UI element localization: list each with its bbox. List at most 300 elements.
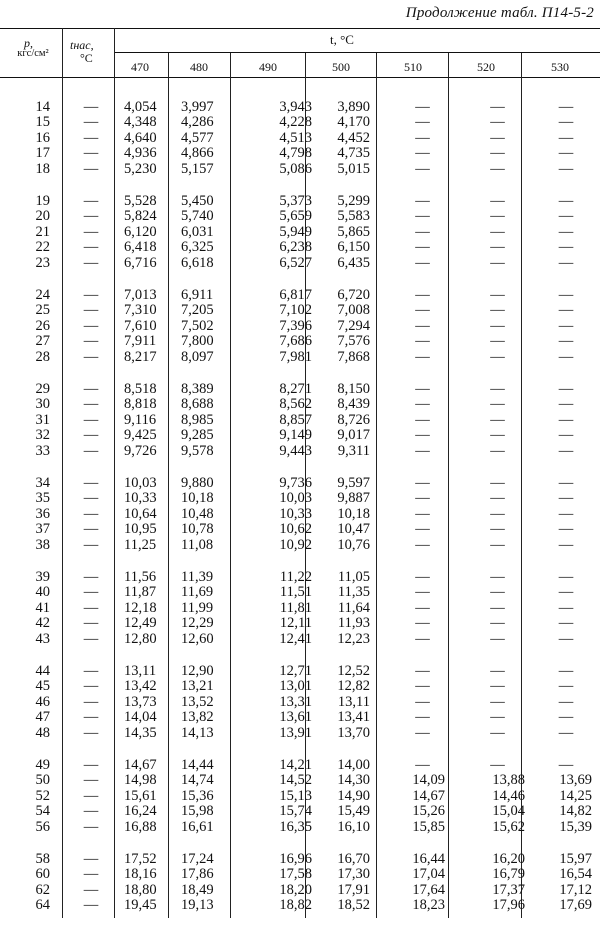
- value-cell: —: [558, 333, 574, 349]
- value-cell: —: [415, 757, 430, 773]
- value-cell: —: [490, 302, 505, 318]
- value-cell: —: [415, 725, 430, 741]
- value-cell: 12,52: [337, 663, 370, 679]
- value-cell: —: [415, 506, 430, 522]
- value-cell: 6,031: [181, 224, 214, 240]
- value-cell: 18,16: [124, 866, 157, 882]
- value-cell: —: [490, 349, 505, 365]
- table-row: [0, 490, 600, 506]
- value-cell: 12,11: [279, 615, 312, 631]
- value-cell: 9,880: [181, 475, 214, 491]
- value-cell: 16,24: [124, 803, 157, 819]
- value-cell: 10,33: [124, 490, 157, 506]
- value-cell: 13,41: [337, 709, 370, 725]
- value-cell: 11,56: [124, 569, 157, 585]
- value-cell: 15,13: [279, 788, 312, 804]
- value-cell: 15,74: [279, 803, 312, 819]
- value-cell: —: [558, 600, 574, 616]
- value-cell: 4,936: [124, 145, 157, 161]
- value-cell: 9,736: [279, 475, 312, 491]
- value-cell: 13,31: [279, 694, 312, 710]
- table-row: [0, 412, 600, 428]
- table-row: [0, 678, 600, 694]
- saturation-temp-dash: —: [83, 882, 99, 898]
- table-row: [0, 506, 600, 522]
- value-cell: 17,58: [279, 866, 312, 882]
- table-row: [0, 208, 600, 224]
- table-row: [0, 333, 600, 349]
- value-cell: 12,90: [181, 663, 214, 679]
- value-cell: 3,943: [279, 99, 312, 115]
- value-cell: 9,443: [279, 443, 312, 459]
- data-table: [0, 28, 600, 918]
- value-cell: —: [490, 396, 505, 412]
- value-cell: 17,37: [492, 882, 525, 898]
- pressure-value: 54: [35, 803, 50, 819]
- value-cell: 14,30: [337, 772, 370, 788]
- value-cell: 19,45: [124, 897, 157, 913]
- value-cell: —: [415, 145, 430, 161]
- value-cell: 6,527: [279, 255, 312, 271]
- pressure-value: 27: [35, 333, 50, 349]
- value-cell: 8,562: [279, 396, 312, 412]
- value-cell: 5,865: [337, 224, 370, 240]
- pressure-value: 32: [35, 427, 50, 443]
- value-cell: —: [415, 427, 430, 443]
- pressure-value: 64: [35, 897, 50, 913]
- value-cell: —: [490, 130, 505, 146]
- value-cell: 14,21: [279, 757, 312, 773]
- value-cell: —: [558, 569, 574, 585]
- value-cell: 7,502: [181, 318, 214, 334]
- value-cell: —: [490, 114, 505, 130]
- temp-header-rule: [114, 52, 600, 53]
- value-cell: 4,735: [337, 145, 370, 161]
- table-row: [0, 239, 600, 255]
- value-cell: —: [558, 615, 574, 631]
- value-cell: —: [490, 412, 505, 428]
- value-cell: 15,98: [181, 803, 214, 819]
- value-cell: —: [415, 349, 430, 365]
- saturation-temp-label: tнас,: [70, 38, 94, 52]
- value-cell: 10,47: [337, 521, 370, 537]
- value-cell: 15,62: [492, 819, 525, 835]
- value-cell: 9,017: [337, 427, 370, 443]
- saturation-temp-dash: —: [83, 506, 99, 522]
- value-cell: —: [415, 412, 430, 428]
- value-cell: 10,78: [181, 521, 214, 537]
- value-cell: —: [490, 757, 505, 773]
- value-cell: 11,35: [337, 584, 370, 600]
- saturation-temp-dash: —: [83, 427, 99, 443]
- value-cell: 4,170: [337, 114, 370, 130]
- value-cell: 11,51: [279, 584, 312, 600]
- value-cell: 5,157: [181, 161, 214, 177]
- value-cell: 8,726: [337, 412, 370, 428]
- pressure-value: 47: [35, 709, 50, 725]
- value-cell: 4,286: [181, 114, 214, 130]
- value-cell: 18,49: [181, 882, 214, 898]
- value-cell: 11,87: [124, 584, 157, 600]
- value-cell: —: [415, 490, 430, 506]
- value-cell: 13,01: [279, 678, 312, 694]
- pressure-value: 23: [35, 255, 50, 271]
- value-cell: 17,96: [492, 897, 525, 913]
- value-cell: 7,013: [124, 287, 157, 303]
- value-cell: 7,610: [124, 318, 157, 334]
- saturation-temp-dash: —: [83, 99, 99, 115]
- saturation-temp-dash: —: [83, 193, 99, 209]
- value-cell: 10,03: [279, 490, 312, 506]
- value-cell: —: [558, 114, 574, 130]
- value-cell: —: [558, 694, 574, 710]
- saturation-temp-dash: —: [83, 866, 99, 882]
- table-row: [0, 114, 600, 130]
- value-cell: —: [558, 193, 574, 209]
- value-cell: —: [415, 443, 430, 459]
- value-cell: —: [558, 381, 574, 397]
- value-cell: 4,513: [279, 130, 312, 146]
- value-cell: 14,00: [337, 757, 370, 773]
- value-cell: 9,578: [181, 443, 214, 459]
- value-cell: —: [490, 287, 505, 303]
- value-cell: 17,12: [559, 882, 592, 898]
- value-cell: 9,311: [337, 443, 370, 459]
- value-cell: —: [415, 130, 430, 146]
- table-row: [0, 224, 600, 240]
- value-cell: 6,618: [181, 255, 214, 271]
- saturation-temp-unit: °C: [80, 51, 93, 65]
- value-cell: 7,686: [279, 333, 312, 349]
- pressure-value: 43: [35, 631, 50, 647]
- value-cell: 12,23: [337, 631, 370, 647]
- temp-col-520: 520: [477, 60, 495, 74]
- value-cell: —: [415, 239, 430, 255]
- value-cell: 12,82: [337, 678, 370, 694]
- value-cell: 15,26: [412, 803, 445, 819]
- value-cell: 15,85: [412, 819, 445, 835]
- value-cell: 14,82: [559, 803, 592, 819]
- value-cell: —: [558, 255, 574, 271]
- value-cell: 5,230: [124, 161, 157, 177]
- table-row: [0, 600, 600, 616]
- value-cell: 16,44: [412, 851, 445, 867]
- pressure-value: 35: [35, 490, 50, 506]
- table-row: [0, 427, 600, 443]
- value-cell: —: [490, 631, 505, 647]
- saturation-temp-dash: —: [83, 318, 99, 334]
- temp-col-530: 530: [551, 60, 569, 74]
- value-cell: —: [558, 130, 574, 146]
- value-cell: —: [415, 569, 430, 585]
- value-cell: 18,82: [279, 897, 312, 913]
- value-cell: 12,18: [124, 600, 157, 616]
- value-cell: 13,82: [181, 709, 214, 725]
- value-cell: 14,13: [181, 725, 214, 741]
- table-row: [0, 694, 600, 710]
- table-row: [0, 709, 600, 725]
- value-cell: 10,18: [337, 506, 370, 522]
- pressure-value: 14: [35, 99, 50, 115]
- value-cell: —: [558, 631, 574, 647]
- table-row: [0, 193, 600, 209]
- value-cell: —: [415, 302, 430, 318]
- value-cell: 5,949: [279, 224, 312, 240]
- pressure-value: 56: [35, 819, 50, 835]
- value-cell: —: [415, 663, 430, 679]
- value-cell: —: [490, 725, 505, 741]
- value-cell: 16,20: [492, 851, 525, 867]
- saturation-temp-dash: —: [83, 615, 99, 631]
- value-cell: —: [415, 396, 430, 412]
- temp-col-510: 510: [404, 60, 422, 74]
- value-cell: 17,91: [337, 882, 370, 898]
- value-cell: 18,52: [337, 897, 370, 913]
- value-cell: 5,659: [279, 208, 312, 224]
- value-cell: —: [415, 381, 430, 397]
- value-cell: 6,716: [124, 255, 157, 271]
- value-cell: 4,348: [124, 114, 157, 130]
- saturation-temp-dash: —: [83, 788, 99, 804]
- value-cell: 6,325: [181, 239, 214, 255]
- table-row: [0, 866, 600, 882]
- value-cell: 11,08: [181, 537, 214, 553]
- saturation-temp-dash: —: [83, 349, 99, 365]
- value-cell: 8,097: [181, 349, 214, 365]
- value-cell: —: [415, 678, 430, 694]
- value-cell: 16,79: [492, 866, 525, 882]
- value-cell: 7,800: [181, 333, 214, 349]
- pressure-value: 39: [35, 569, 50, 585]
- saturation-temp-dash: —: [83, 631, 99, 647]
- pressure-value: 36: [35, 506, 50, 522]
- value-cell: 11,25: [124, 537, 157, 553]
- value-cell: 9,726: [124, 443, 157, 459]
- value-cell: —: [490, 333, 505, 349]
- value-cell: 4,452: [337, 130, 370, 146]
- saturation-temp-dash: —: [83, 443, 99, 459]
- value-cell: 5,015: [337, 161, 370, 177]
- value-cell: 6,120: [124, 224, 157, 240]
- saturation-temp-dash: —: [83, 772, 99, 788]
- value-cell: 18,80: [124, 882, 157, 898]
- table-row: [0, 302, 600, 318]
- saturation-temp-dash: —: [83, 803, 99, 819]
- value-cell: —: [558, 318, 574, 334]
- value-cell: 17,04: [412, 866, 445, 882]
- value-cell: 7,396: [279, 318, 312, 334]
- value-cell: 4,866: [181, 145, 214, 161]
- value-cell: —: [490, 569, 505, 585]
- pressure-value: 58: [35, 851, 50, 867]
- temp-col-480: 480: [190, 60, 208, 74]
- value-cell: —: [558, 145, 574, 161]
- value-cell: 18,23: [412, 897, 445, 913]
- value-cell: —: [558, 99, 574, 115]
- value-cell: 14,67: [124, 757, 157, 773]
- saturation-temp-dash: —: [83, 381, 99, 397]
- value-cell: 4,798: [279, 145, 312, 161]
- pressure-value: 46: [35, 694, 50, 710]
- value-cell: —: [490, 537, 505, 553]
- saturation-temp-dash: —: [83, 521, 99, 537]
- pressure-value: 21: [35, 224, 50, 240]
- value-cell: 17,69: [559, 897, 592, 913]
- table-row: [0, 130, 600, 146]
- value-cell: —: [558, 537, 574, 553]
- value-cell: —: [415, 161, 430, 177]
- table-row: [0, 615, 600, 631]
- saturation-temp-dash: —: [83, 396, 99, 412]
- value-cell: 10,18: [181, 490, 214, 506]
- saturation-temp-dash: —: [83, 757, 99, 773]
- value-cell: 5,740: [181, 208, 214, 224]
- temperature-label: t, °C: [330, 32, 354, 47]
- value-cell: 14,67: [412, 788, 445, 804]
- value-cell: 15,39: [559, 819, 592, 835]
- value-cell: 9,285: [181, 427, 214, 443]
- value-cell: 9,887: [337, 490, 370, 506]
- value-cell: 11,39: [181, 569, 214, 585]
- value-cell: 5,583: [337, 208, 370, 224]
- value-cell: 9,116: [124, 412, 157, 428]
- value-cell: —: [490, 694, 505, 710]
- value-cell: 6,238: [279, 239, 312, 255]
- value-cell: 6,418: [124, 239, 157, 255]
- value-cell: 7,868: [337, 349, 370, 365]
- value-cell: —: [558, 725, 574, 741]
- value-cell: 19,13: [181, 897, 214, 913]
- pressure-value: 44: [35, 663, 50, 679]
- value-cell: —: [415, 709, 430, 725]
- saturation-temp-dash: —: [83, 819, 99, 835]
- value-cell: 16,35: [279, 819, 312, 835]
- value-cell: —: [558, 584, 574, 600]
- pressure-value: 37: [35, 521, 50, 537]
- value-cell: —: [415, 224, 430, 240]
- value-cell: —: [558, 506, 574, 522]
- saturation-temp-dash: —: [83, 725, 99, 741]
- value-cell: 13,42: [124, 678, 157, 694]
- table-row: [0, 772, 600, 788]
- value-cell: 10,03: [124, 475, 157, 491]
- value-cell: 13,73: [124, 694, 157, 710]
- value-cell: 5,528: [124, 193, 157, 209]
- table-row: [0, 521, 600, 537]
- value-cell: 13,91: [279, 725, 312, 741]
- table-caption: Продолжение табл. П14-5-2: [405, 5, 594, 21]
- pressure-value: 40: [35, 584, 50, 600]
- value-cell: —: [490, 239, 505, 255]
- value-cell: 8,985: [181, 412, 214, 428]
- value-cell: 13,52: [181, 694, 214, 710]
- table-row: [0, 381, 600, 397]
- value-cell: 9,597: [337, 475, 370, 491]
- value-cell: 14,90: [337, 788, 370, 804]
- value-cell: 11,69: [181, 584, 214, 600]
- value-cell: 13,88: [492, 772, 525, 788]
- value-cell: 9,149: [279, 427, 312, 443]
- value-cell: 6,817: [279, 287, 312, 303]
- value-cell: 15,36: [181, 788, 214, 804]
- value-cell: 7,981: [279, 349, 312, 365]
- saturation-temp-dash: —: [83, 224, 99, 240]
- value-cell: 13,69: [559, 772, 592, 788]
- value-cell: 7,310: [124, 302, 157, 318]
- saturation-temp-dash: —: [83, 145, 99, 161]
- pressure-value: 15: [35, 114, 50, 130]
- value-cell: —: [558, 302, 574, 318]
- value-cell: 4,640: [124, 130, 157, 146]
- value-cell: 10,33: [279, 506, 312, 522]
- pressure-label: p,: [24, 36, 33, 50]
- temp-col-470: 470: [131, 60, 149, 74]
- saturation-temp-dash: —: [83, 302, 99, 318]
- value-cell: 10,95: [124, 521, 157, 537]
- value-cell: —: [415, 318, 430, 334]
- value-cell: 9,425: [124, 427, 157, 443]
- header-bottom-rule: [0, 77, 600, 78]
- value-cell: 6,435: [337, 255, 370, 271]
- value-cell: —: [558, 757, 574, 773]
- value-cell: 6,911: [181, 287, 214, 303]
- value-cell: 17,52: [124, 851, 157, 867]
- value-cell: 8,150: [337, 381, 370, 397]
- table-row: [0, 757, 600, 773]
- pressure-value: 16: [35, 130, 50, 146]
- pressure-value: 17: [35, 145, 50, 161]
- value-cell: —: [490, 427, 505, 443]
- value-cell: 12,29: [181, 615, 214, 631]
- value-cell: —: [490, 145, 505, 161]
- value-cell: 12,71: [279, 663, 312, 679]
- pressure-value: 28: [35, 349, 50, 365]
- value-cell: 10,62: [279, 521, 312, 537]
- value-cell: 6,150: [337, 239, 370, 255]
- value-cell: —: [558, 490, 574, 506]
- value-cell: —: [415, 255, 430, 271]
- value-cell: 14,44: [181, 757, 214, 773]
- table-row: [0, 443, 600, 459]
- table-row: [0, 851, 600, 867]
- value-cell: —: [415, 208, 430, 224]
- saturation-temp-dash: —: [83, 897, 99, 913]
- value-cell: 7,911: [124, 333, 157, 349]
- value-cell: 5,824: [124, 208, 157, 224]
- value-cell: 13,70: [337, 725, 370, 741]
- pressure-unit: кгс/см²: [17, 48, 49, 59]
- pressure-value: 45: [35, 678, 50, 694]
- value-cell: —: [490, 600, 505, 616]
- value-cell: 5,086: [279, 161, 312, 177]
- value-cell: —: [415, 475, 430, 491]
- value-cell: —: [490, 584, 505, 600]
- saturation-temp-dash: —: [83, 475, 99, 491]
- value-cell: —: [490, 678, 505, 694]
- pressure-value: 33: [35, 443, 50, 459]
- value-cell: —: [558, 709, 574, 725]
- value-cell: 3,890: [337, 99, 370, 115]
- value-cell: 12,80: [124, 631, 157, 647]
- value-cell: 6,720: [337, 287, 370, 303]
- table-row: [0, 145, 600, 161]
- value-cell: 11,99: [181, 600, 214, 616]
- pressure-value: 19: [35, 193, 50, 209]
- value-cell: 17,24: [181, 851, 214, 867]
- value-cell: 7,008: [337, 302, 370, 318]
- table-row: [0, 569, 600, 585]
- pressure-value: 30: [35, 396, 50, 412]
